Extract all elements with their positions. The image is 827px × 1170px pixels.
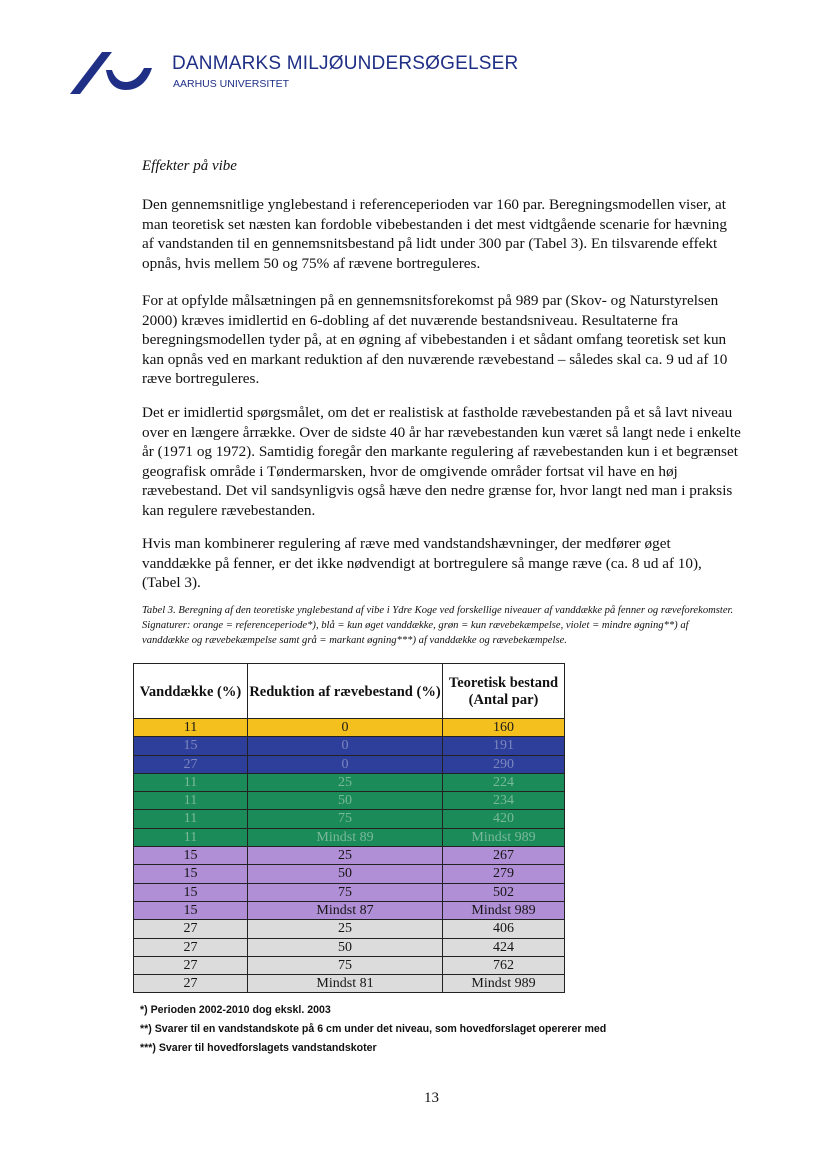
cell-reduktion: 0 <box>248 755 443 773</box>
cell-bestand: 267 <box>443 847 565 865</box>
paragraph-1: Den gennemsnitlige ynglebestand i referenceperioden var 160 par. Beregningsmodellen viser, at man teoretisk set næsten kan fordoble vibebestanden i det mest vidtgående scenarie for hævning af vandstanden til en gennemsnitsbestand på lidt under 300 par (Tabel 3). En tilsvarende effekt opnås, hvis mellem 50 og 75% af rævene bortreguleres. <box>142 196 727 272</box>
header-teoretisk: Teoretisk bestand (Antal par) <box>443 664 565 719</box>
organization-name: DANMARKS MILJØUNDERSØGELSER <box>172 53 519 74</box>
cell-reduktion: 75 <box>248 956 443 974</box>
cell-reduktion: 50 <box>248 938 443 956</box>
cell-bestand: Mindst 989 <box>443 828 565 846</box>
organization-subtitle: AARHUS UNIVERSITET <box>173 78 290 90</box>
cell-reduktion: Mindst 89 <box>248 828 443 846</box>
table-row <box>134 938 565 956</box>
cell-reduktion: 0 <box>248 719 443 737</box>
table-row <box>134 737 565 755</box>
footnote-1: *) Perioden 2002-2010 dog ekskl. 2003 <box>140 1004 331 1016</box>
table-row <box>134 901 565 919</box>
cell-bestand: 762 <box>443 956 565 974</box>
header-vanddaekke: Vanddække (%) <box>134 664 248 719</box>
paragraph-3: Det er imidlertid spørgsmålet, om det er realistisk at fastholde rævebestanden på et så lavt niveau over en længere årrække. Over de sidste 40 år har rævebestanden kun været så langt nede i enkelte år (1971 og 1972). Samtidig foregår den markante regulering af rævebestanden kun i et begrænset geografisk område i Tøndermarsken, hvor de omgivende områder fortsat vil have en høj rævebestand. Det vil sandsynligvis også hæve den nedre grænse for, hvor langt ned man i praksis kan regulere rævebestanden. <box>142 404 741 519</box>
table-header-row <box>134 664 565 719</box>
table-row <box>134 975 565 993</box>
cell-bestand: 406 <box>443 920 565 938</box>
cell-vanddaekke: 11 <box>134 828 248 846</box>
cell-bestand: 191 <box>443 737 565 755</box>
cell-bestand: 502 <box>443 883 565 901</box>
cell-bestand: 224 <box>443 773 565 791</box>
cell-bestand: Mindst 989 <box>443 975 565 993</box>
section-title: Effekter på vibe <box>142 158 237 174</box>
cell-reduktion: 25 <box>248 773 443 791</box>
cell-reduktion: 25 <box>248 847 443 865</box>
cell-reduktion: 0 <box>248 737 443 755</box>
paragraph-4: Hvis man kombinerer regulering af ræve med vandstandshævninger, der medfører øget vanddække på fenner, er det ikke nødvendigt at bortregulere så mange ræve (ca. 8 ud af 10), (Tabel 3). <box>142 535 702 592</box>
cell-vanddaekke: 27 <box>134 956 248 974</box>
cell-bestand: 160 <box>443 719 565 737</box>
table-row <box>134 828 565 846</box>
table-row <box>134 956 565 974</box>
cell-vanddaekke: 15 <box>134 883 248 901</box>
cell-vanddaekke: 15 <box>134 737 248 755</box>
table-row <box>134 773 565 791</box>
footnote-2: **) Svarer til en vandstandskote på 6 cm under det niveau, som hovedforslaget opererer med <box>140 1023 607 1035</box>
cell-reduktion: Mindst 81 <box>248 975 443 993</box>
cell-reduktion: Mindst 87 <box>248 901 443 919</box>
table-row <box>134 865 565 883</box>
vibe-population-table <box>133 663 565 993</box>
cell-vanddaekke: 11 <box>134 810 248 828</box>
cell-bestand: 420 <box>443 810 565 828</box>
cell-vanddaekke: 15 <box>134 847 248 865</box>
table-caption: Tabel 3. Beregning af den teoretiske ynglebestand af vibe i Ydre Koge ved forskellige niveauer af vanddække på fenner og ræveforekomster. Signaturer: orange = referenceperiode*), blå = kun øget vanddække, grøn = kun rævebekæmpelse, violet = mindre øgning**) af vanddække og rævebekæmpelse samt grå = markant øgning***) af vanddække og rævebekæmpelse. <box>142 605 734 646</box>
cell-bestand: 279 <box>443 865 565 883</box>
table-row <box>134 920 565 938</box>
cell-vanddaekke: 15 <box>134 865 248 883</box>
cell-bestand: Mindst 989 <box>443 901 565 919</box>
cell-vanddaekke: 11 <box>134 719 248 737</box>
cell-bestand: 234 <box>443 792 565 810</box>
header-reduktion: Reduktion af rævebestand (%) <box>248 664 443 719</box>
cell-reduktion: 25 <box>248 920 443 938</box>
cell-reduktion: 75 <box>248 810 443 828</box>
cell-reduktion: 50 <box>248 865 443 883</box>
cell-vanddaekke: 27 <box>134 938 248 956</box>
cell-bestand: 290 <box>443 755 565 773</box>
table-row <box>134 719 565 737</box>
footnote-3: ***) Svarer til hovedforslagets vandstandskoter <box>140 1042 377 1054</box>
au-logo-icon <box>68 48 160 98</box>
table-row <box>134 792 565 810</box>
paragraph-2: For at opfylde målsætningen på en gennemsnitsforekomst på 989 par (Skov- og Naturstyrelsen 2000) kræves imidlertid en 6-dobling af det nuværende bestandsniveau. Resultaterne fra beregningsmodellen tyder på, at en øgning af vibebestanden i et sådant omfang teoretisk set kun kan opnås ved en markant reduktion af den nuværende rævebestand – således skal ca. 9 ud af 10 ræve bortreguleres. <box>142 292 728 388</box>
table-row <box>134 755 565 773</box>
cell-vanddaekke: 15 <box>134 901 248 919</box>
cell-reduktion: 50 <box>248 792 443 810</box>
cell-vanddaekke: 27 <box>134 755 248 773</box>
cell-vanddaekke: 11 <box>134 773 248 791</box>
cell-bestand: 424 <box>443 938 565 956</box>
table-row <box>134 810 565 828</box>
cell-reduktion: 75 <box>248 883 443 901</box>
table-row <box>134 883 565 901</box>
cell-vanddaekke: 11 <box>134 792 248 810</box>
page-number: 13 <box>424 1090 439 1106</box>
table-row <box>134 847 565 865</box>
cell-vanddaekke: 27 <box>134 975 248 993</box>
cell-vanddaekke: 27 <box>134 920 248 938</box>
